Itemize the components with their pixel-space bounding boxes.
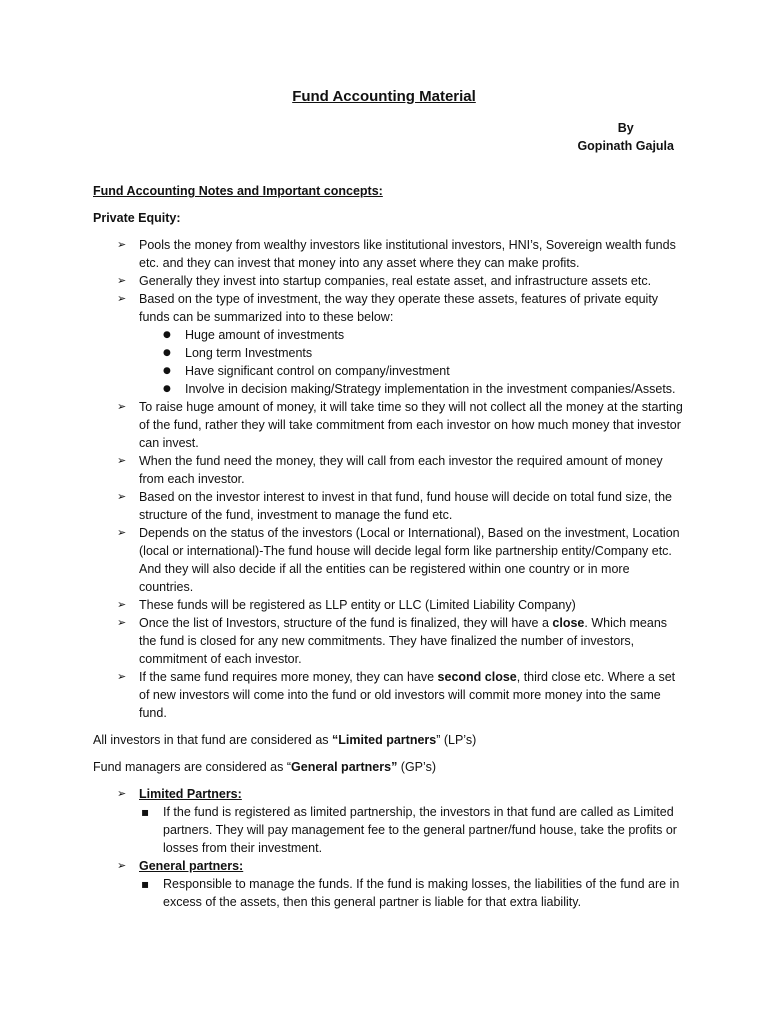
author-block [577, 119, 674, 155]
list-item: ➢ Depends on the status of the investors (Local or International), Based on the investment, Location (local or international)-The fund house will decide legal form like partnership entity/Company etc. And they will also decide if all the entities can be registered within one country or in more countries. [139, 524, 683, 596]
list-item-general-partners [139, 857, 683, 911]
gp-definition [93, 758, 683, 776]
sublist-item: ● Involve in decision making/Strategy implementation in the investment companies/Assets. [185, 380, 683, 398]
list-item [139, 668, 683, 722]
list-item-text: Based on the type of investment, the way they operate these assets, features of private equity funds can be summarized into to these below: [139, 292, 659, 324]
sublist-item: ● Long term Investments [185, 344, 683, 362]
lp-definition [93, 731, 683, 749]
author-name: Gopinath Gajula [577, 139, 674, 153]
sublist-item: ● Huge amount of investments [185, 326, 683, 344]
section-heading: Fund Accounting Notes and Important concepts: [93, 184, 383, 198]
private-equity-list [93, 236, 683, 722]
list-item: ➢ These funds will be registered as LLP entity or LLC (Limited Liability Company) [139, 596, 683, 614]
sublist-item: ▪ If the fund is registered as limited partnership, the investors in that fund are called as Limited partners. They will pay management fee to the general partner/fund house, take the profits or losses from their investment. [163, 803, 683, 857]
text-run: If the same fund requires more money, they can have [139, 670, 438, 684]
sublist-item: ● Have significant control on company/investment [185, 362, 683, 380]
features-sublist [139, 326, 683, 398]
list-item: ➢ Based on the investor interest to invest in that fund, fund house will decide on total fund size, the structure of the fund, investment to manage the fund etc. [139, 488, 683, 524]
bold-term-general-partners: General partners” [291, 760, 398, 774]
text-run: Once the list of Investors, structure of the fund is finalized, they will have a [139, 616, 553, 630]
text-run: , third close etc. Where a set of new investors will come into the fund or old investors will commit more money into the same fund. [139, 670, 676, 720]
list-item: ➢ When the fund need the money, they will call from each investor the required amount of money from each investor. [139, 452, 683, 488]
document-title: Fund Accounting Material [292, 88, 476, 105]
list-item [139, 614, 683, 668]
list-item: ➢ Pools the money from wealthy investors like institutional investors, HNI’s, Sovereign wealth funds etc. and they can invest that money into any asset where they can make profits. [139, 236, 683, 272]
text-run: (GP’s) [397, 760, 436, 774]
list-item-limited-partners [139, 785, 683, 857]
text-run: Fund managers are considered as “ [93, 760, 292, 774]
list-item: ➢ To raise huge amount of money, it will take time so they will not collect all the money at the starting of the fund, rather they will take commitment from each investor on how much money that investor can invest. [139, 398, 683, 452]
list-item: ➢ Generally they invest into startup companies, real estate asset, and infrastructure assets etc. [139, 272, 683, 290]
bold-term-close: close [552, 616, 585, 630]
bold-term-second-close: second close [437, 670, 517, 684]
general-partners-heading: General partners: [139, 859, 244, 873]
private-equity-heading: Private Equity: [93, 211, 181, 225]
text-run: . Which means the fund is closed for any new commitments. They have finalized the number of investors, commitment of each investor. [139, 616, 668, 666]
general-partners-sublist [139, 875, 683, 911]
text-run: All investors in that fund are considered as [93, 733, 333, 747]
limited-partners-heading: Limited Partners: [139, 787, 242, 801]
bold-term-limited-partners: “Limited partners [332, 733, 437, 747]
author-by: By [617, 121, 634, 135]
sublist-item: ▪ Responsible to manage the funds. If the fund is making losses, the liabilities of the fund are in excess of the assets, then this general partner is liable for that extra liability. [163, 875, 683, 911]
limited-partners-sublist [139, 803, 683, 857]
document-body [93, 182, 683, 920]
list-item [139, 290, 683, 398]
partners-list [93, 785, 683, 911]
text-run: ” (LP’s) [436, 733, 477, 747]
